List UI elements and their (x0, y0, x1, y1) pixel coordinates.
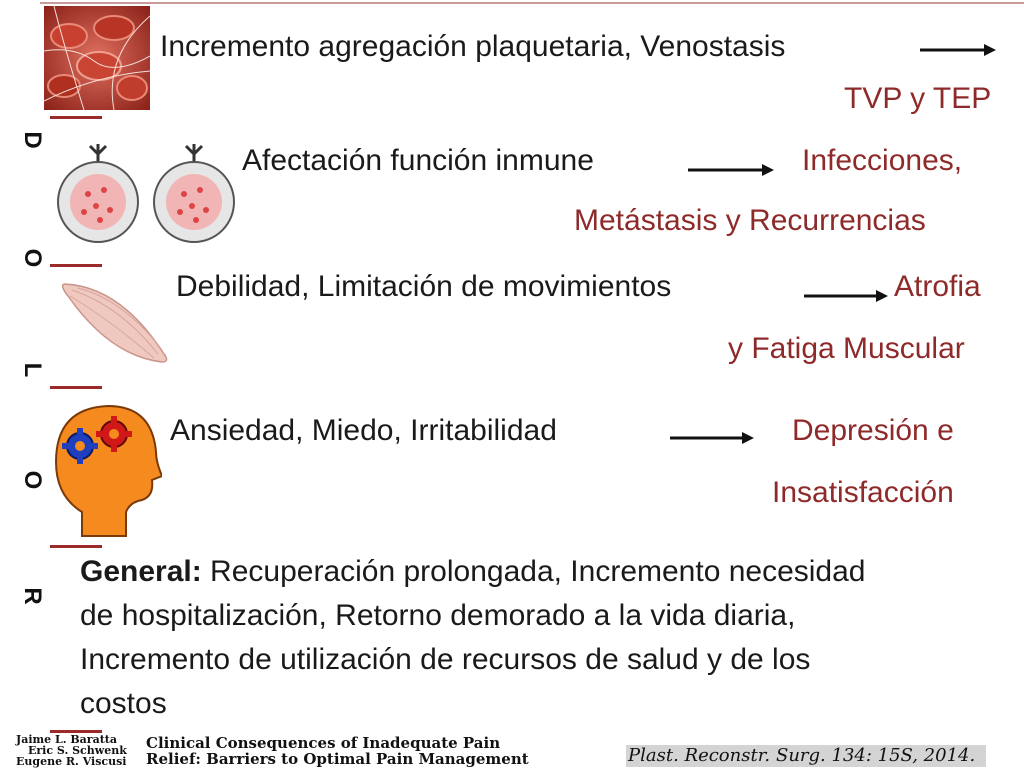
row-2-cause: Afectación función inmune (242, 144, 594, 177)
reference-author: Eugene R. Viscusi (16, 755, 127, 768)
separator-dash (50, 264, 102, 267)
arrow-right-icon (918, 40, 998, 60)
row-4-cause: Ansiedad, Miedo, Irritabilidad (170, 414, 557, 447)
row-1-consequence-line-1: TVP y TEP (844, 82, 992, 115)
separator-dash (50, 545, 102, 548)
vertical-letter-d: D (19, 131, 46, 149)
blood-cells-image (44, 6, 150, 110)
row-4-consequence-line-2: Insatisfacción (772, 476, 954, 509)
general-text: Recuperación prolongada, Incremento necesidad de hospitalización, Retorno demorado a la vida diaria, Incremento de utilización de recursos de salud y de los costos (80, 555, 866, 720)
row-3-consequence-line-1: Atrofia (894, 270, 981, 303)
row-2-consequence-line-2: Metástasis y Recurrencias (574, 204, 926, 237)
reference-author: Eric S. Schwenk (28, 744, 127, 757)
immune-cells-image (52, 140, 242, 245)
reference-citation-text: Surg. 134: 15S, 2014. (776, 745, 976, 766)
muscle-image (60, 276, 174, 366)
reference-citation (776, 745, 975, 766)
row-4-consequence-line-1: Depresión e (792, 414, 954, 447)
arrow-right-icon (668, 428, 758, 448)
reference-title (146, 735, 529, 767)
arrow-right-icon (686, 160, 776, 180)
reference-authors (16, 734, 127, 767)
reference-journal: Plast. Reconstr. (628, 745, 771, 766)
row-3-cause: Debilidad, Limitación de movimientos (176, 270, 672, 303)
vertical-letter-o: O (19, 248, 46, 268)
row-3-consequence-line-2: y Fatiga Muscular (728, 332, 965, 365)
vertical-letter-r: R (19, 587, 46, 605)
top-rule (40, 2, 1024, 4)
row-2-consequence-line-1: Infecciones, (802, 144, 963, 177)
row-1-cause: Incremento agregación plaquetaria, Venostasis (160, 30, 786, 63)
arrow-right-icon (802, 286, 892, 306)
reference-title-line: Clinical Consequences of Inadequate Pain (146, 734, 501, 752)
head-gears-image (52, 400, 162, 540)
separator-dash (50, 386, 102, 389)
general-paragraph (80, 550, 880, 726)
vertical-letter-l: L (19, 362, 46, 378)
separator-dash (50, 116, 102, 119)
vertical-letter-o2: O (19, 470, 46, 490)
general-label: General: (80, 555, 202, 588)
reference-author: Jaime L. Baratta (16, 733, 118, 746)
reference-title-line: Relief: Barriers to Optimal Pain Management (146, 750, 529, 768)
